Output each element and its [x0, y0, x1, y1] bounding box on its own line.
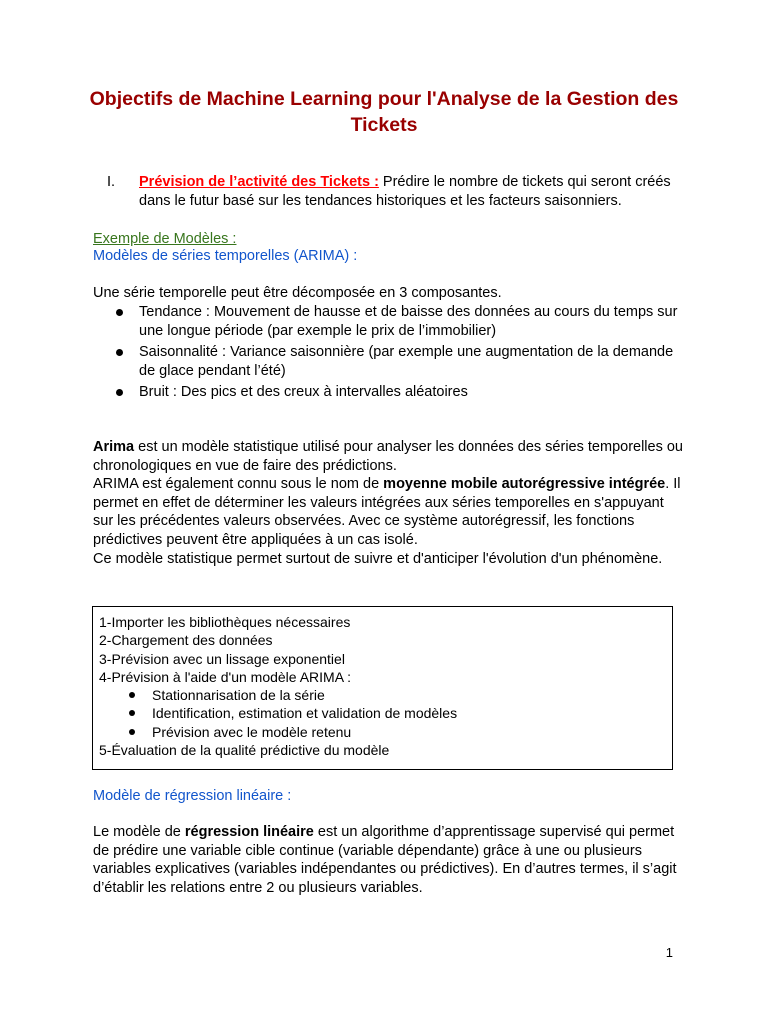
arima-subheading: Modèles de séries temporelles (ARIMA) :	[93, 248, 358, 264]
arima-text-2: ARIMA est également connu sous le nom de	[93, 476, 384, 493]
arima-text-1: est un modèle statistique utilisé pour analyser les données des séries temporelles ou chronologiques en vue de faire des prédictions.	[93, 439, 683, 474]
page-number: 1	[665, 945, 673, 960]
section-heading: Prévision de l’activité des Tickets :	[139, 174, 379, 190]
arima-bold: Arima	[93, 439, 135, 455]
regression-subheading: Modèle de régression linéaire :	[93, 788, 292, 804]
arima-paragraph	[93, 438, 683, 568]
list-item: Bruit : Des pics et des creux à intervalles aléatoires	[113, 383, 693, 402]
list-item: Saisonnalité : Variance saisonnière (par exemple une augmentation de la demande de glace pendant l’été)	[113, 343, 693, 381]
arima-text-3: . Il permet en effet de déterminer les valeurs intégrées aux séries temporelles en s'appuyant sur les précédentes valeurs observées. Avec ce système autorégressif, les fonctions prédictives peuvent être appliquées à un cas isolé.	[93, 476, 681, 548]
step-item: 5-Évaluation de la qualité prédictive du modèle	[99, 742, 390, 759]
page-title: Objectifs de Machine Learning pour l'Analyse de la Gestion des Tickets	[89, 88, 679, 136]
regression-text-1: Le modèle de	[93, 824, 185, 840]
regression-bold: régression linéaire	[184, 824, 314, 840]
examples-label: Exemple de Modèles :	[93, 231, 237, 247]
section-number: I.	[107, 174, 116, 190]
step-item: 1-Importer les bibliothèques nécessaires	[99, 614, 351, 630]
section-description: Prédire le nombre de tickets qui seront créés dans le futur basé sur les tendances historiques et les facteurs saisonniers.	[139, 174, 671, 209]
arima-bold-term: moyenne mobile autorégressive intégrée	[383, 476, 666, 493]
components-list	[113, 303, 693, 404]
section-forecast-paragraph	[139, 173, 684, 210]
list-item: Tendance : Mouvement de hausse et de baisse des données au cours du temps sur une longue période (par exemple le prix de l’immobilier)	[113, 303, 693, 341]
sub-step-item: Stationnarisation de la série	[99, 686, 672, 704]
step-item: 3-Prévision avec un lissage exponentiel	[99, 650, 345, 667]
steps-box	[92, 606, 673, 770]
arima-text-4: Ce modèle statistique permet surtout de suivre et d'anticiper l'évolution d'un phénomène.	[93, 550, 663, 567]
regression-paragraph	[93, 823, 683, 897]
sub-step-item: Prévision avec le modèle retenu	[99, 723, 672, 741]
regression-text-2: est un algorithme d’apprentissage supervisé qui permet de prédire une variable cible continue (variable dépendante) grâce à une ou plusieurs variables explicatives (variables indépendantes ou prédictives). En d’autres termes, il s’agit d’établir les relations entre 2 ou plusieurs variables.	[93, 824, 677, 896]
series-intro: Une série temporelle peut être décomposée en 3 composantes.	[93, 285, 502, 301]
sub-step-item: Identification, estimation et validation de modèles	[99, 704, 672, 722]
step-item: 4-Prévision à l'aide d'un modèle ARIMA :	[99, 668, 352, 685]
step-item: 2-Chargement des données	[99, 632, 273, 649]
